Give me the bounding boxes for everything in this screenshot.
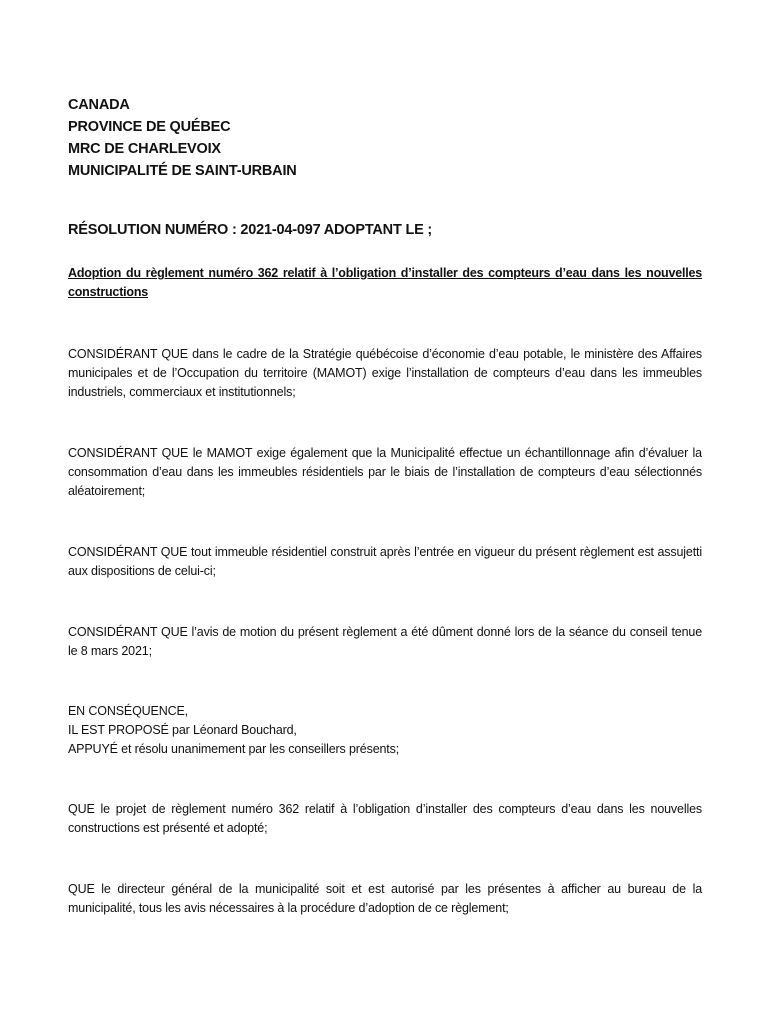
considerant-paragraph-1: CONSIDÉRANT QUE dans le cadre de la Stratégie québécoise d’économie d’eau potable, le ministère des Affaires municipales et de l’Occupation du territoire (MAMOT) exige l’installation de compteurs d’eau dans les immeubles industriels, commerciaux et institutionnels; bbox=[68, 347, 702, 399]
considerant-paragraph-2: CONSIDÉRANT QUE le MAMOT exige également que la Municipalité effectue un échantillonnage afin d’évaluer la consommation d’eau dans les immeubles résidentiels par le biais de l’installation de compteurs d’eau sélectionnés aléatoirement; bbox=[68, 446, 702, 498]
header-mrc: MRC DE CHARLEVOIX bbox=[68, 141, 221, 157]
consequence-line: EN CONSÉQUENCE, bbox=[68, 704, 188, 718]
seconder-line: APPUYÉ et résolu unanimement par les conseillers présents; bbox=[68, 742, 400, 756]
proposer-line: IL EST PROPOSÉ par Léonard Bouchard, bbox=[68, 723, 297, 737]
header-country: CANADA bbox=[68, 97, 130, 113]
considerant-paragraph-4: CONSIDÉRANT QUE l’avis de motion du présent règlement a été dûment donné lors de la séance du conseil tenue le 8 mars 2021; bbox=[68, 625, 702, 658]
que-paragraph-2: QUE le directeur général de la municipalité soit et est autorisé par les présentes à afficher au bureau de la municipalité, tous les avis nécessaires à la procédure d’adoption de ce règlement; bbox=[68, 882, 702, 915]
header-province: PROVINCE DE QUÉBEC bbox=[68, 119, 231, 135]
document-header bbox=[68, 94, 702, 182]
que-paragraph-1: QUE le projet de règlement numéro 362 relatif à l’obligation d’installer des compteurs d’eau dans les nouvelles constructions est présenté et adopté; bbox=[68, 802, 702, 835]
header-municipality: MUNICIPALITÉ DE SAINT-URBAIN bbox=[68, 163, 297, 179]
resolution-title: RÉSOLUTION NUMÉRO : 2021-04-097 ADOPTANT LE ; bbox=[68, 222, 433, 238]
considerant-paragraph-3: CONSIDÉRANT QUE tout immeuble résidentiel construit après l’entrée en vigueur du présent règlement est assujetti aux dispositions de celui-ci; bbox=[68, 545, 702, 578]
resolution-subject: Adoption du règlement numéro 362 relatif à l’obligation d’installer des compteurs d’eau dans les nouvelles constructions bbox=[68, 266, 702, 299]
consequence-block bbox=[68, 702, 702, 759]
document-page bbox=[68, 94, 702, 918]
